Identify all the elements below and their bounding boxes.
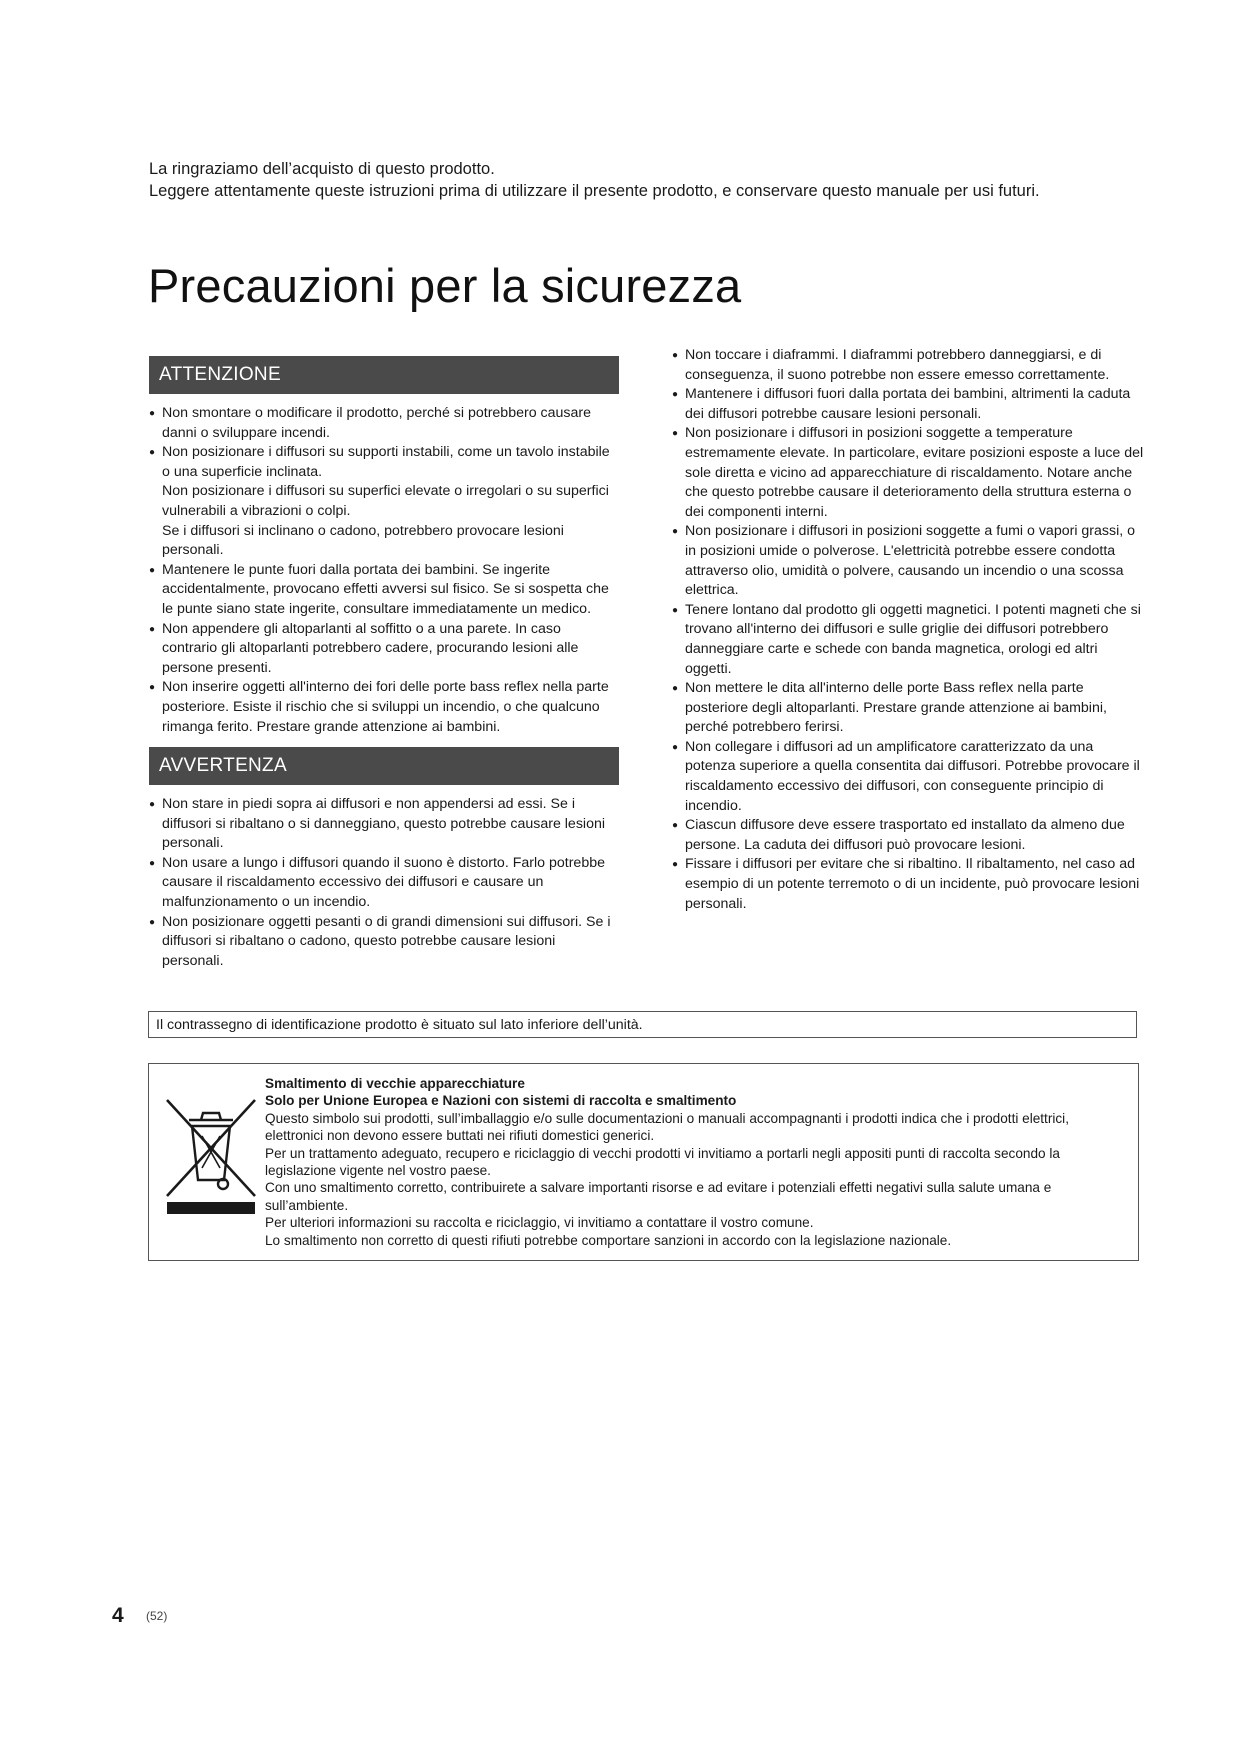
disposal-paragraph: Lo smaltimento non corretto di questi rifiuti potrebbe comportare sanzioni in accordo con la legislazione nazionale.	[265, 1232, 952, 1248]
page-number: 4	[112, 1604, 124, 1627]
disposal-paragraph: Questo simbolo sui prodotti, sull’imballaggio e/o sulle documentazioni o manuali accompagnanti i prodotti indica che i prodotti elettrici, elettronici non devono essere buttati nei rifiuti domestici generici.	[265, 1110, 1069, 1144]
disposal-box	[148, 1063, 1139, 1261]
precaution-text: ● Non mettere le dita all'interno delle porte Bass reflex nella parte posteriore degli altoparlanti. Prestare grande attenzione ai bambini, perché potrebbero ferirsi.	[685, 680, 1107, 736]
disposal-text	[265, 1075, 1125, 1249]
precaution-text: ● Tenere lontano dal prodotto gli oggetti magnetici. I potenti magneti che si trovano all'interno dei diffusori e sulle griglie dei diffusori potrebbero danneggiare carte e schede con banda magnetica, orologi ed altri oggetti.	[685, 601, 1141, 677]
intro-text	[149, 158, 1040, 202]
precaution-item	[672, 385, 1146, 424]
precaution-text: ● Non smontare o modificare il prodotto, perché si potrebbero causare danni o sviluppare incendi.	[162, 405, 592, 441]
precaution-text: ● Mantenere le punte fuori dalla portata dei bambini. Se ingerite accidentalmente, provocano effetti avversi sul fisico. Se si sospetta che le punte siano state ingerite, consultare immediatamente un medico.	[162, 561, 609, 617]
disposal-paragraph: Per ulteriori informazioni su raccolta e riciclaggio, vi invitiamo a contattare il vostro comune.	[265, 1215, 814, 1231]
precaution-item	[149, 678, 619, 737]
precaution-text: ● Non usare a lungo i diffusori quando il suono è distorto. Farlo potrebbe causare il riscaldamento eccessivo dei diffusori e causare un malfunzionamento o un incendio.	[162, 854, 605, 911]
page-number-total: (52)	[146, 1609, 168, 1623]
product-label-note: Il contrassegno di identificazione prodotto è situato sul lato inferiore dell’unità.	[148, 1011, 1137, 1038]
attenzione-list	[149, 404, 619, 737]
precaution-text: ● Non stare in piedi sopra ai diffusori e non appendersi ad essi. Se i diffusori si ribaltano o si danneggiano, questo potrebbe causare lesioni personali.	[162, 796, 605, 852]
precaution-text: ● Fissare i diffusori per evitare che si ribaltino. Il ribaltamento, nel caso ad esempio di un potente terremoto o di un incidente, può provocare lesioni personali.	[685, 856, 1140, 912]
precaution-text: ● Non appendere gli altoparlanti al soffitto o a una parete. In caso contrario gli altoparlanti potrebbero cadere, procurando lesioni alle persone presenti.	[162, 620, 579, 676]
precaution-text: ● Non toccare i diaframmi. I diaframmi potrebbero danneggiarsi, e di conseguenza, il suono potrebbe non essere emesso correttamente.	[685, 347, 1110, 383]
page-title: Precauzioni per la sicurezza	[148, 259, 742, 312]
precaution-item	[149, 443, 619, 561]
right-column	[672, 346, 1146, 914]
disposal-paragraph: Per un trattamento adeguato, recupero e riciclaggio di vecchi prodotti vi invitiamo a portarli negli appositi punti di raccolta secondo la legislazione vigente nel vostro paese.	[265, 1145, 1060, 1179]
intro-line-1: La ringraziamo dell’acquisto di questo prodotto.	[149, 160, 495, 178]
precaution-text: ● Non posizionare i diffusori in posizioni soggette a fumi o vapori grassi, o in posizioni umide o polverose. L'elettricità potrebbe essere condotta attraverso olio, umidità o polvere, causando un incendio o una scossa elettrica.	[685, 523, 1136, 599]
precaution-item	[149, 404, 619, 443]
precaution-text: ● Mantenere i diffusori fuori dalla portata dei bambini, altrimenti la caduta dei diffusori potrebbe causare lesioni personali.	[685, 386, 1131, 422]
intro-line-2: Leggere attentamente queste istruzioni prima di utilizzare il presente prodotto, e conservare questo manuale per usi futuri.	[149, 182, 1040, 200]
precaution-item	[672, 855, 1146, 914]
precaution-item	[672, 346, 1146, 385]
avvertenza-heading: AVVERTENZA	[149, 747, 619, 785]
precaution-item	[672, 738, 1146, 816]
precaution-item	[149, 561, 619, 620]
precaution-item	[672, 522, 1146, 600]
precaution-text: ● Non posizionare oggetti pesanti o di grandi dimensioni sui diffusori. Se i diffusori si ribaltano o cadono, questo potrebbe causare lesioni personali.	[162, 913, 611, 969]
precaution-text: Non posizionare i diffusori su superfici elevate o irregolari o su superfici vulnerabili a vibrazioni o colpi.	[162, 483, 609, 519]
disposal-paragraph: Con uno smaltimento corretto, contribuirete a salvare importanti risorse e ad evitare i potenziali effetti negativi sulla salute umana e sull’ambiente.	[265, 1180, 1052, 1213]
precaution-text: ● Non collegare i diffusori ad un amplificatore caratterizzato da una potenza superiore a quella consentita dai diffusori. Potrebbe provocare il riscaldamento eccessivo dei diffusori, con conseguente principio di incendio.	[685, 738, 1140, 814]
disposal-subheading: Solo per Unione Europea e Nazioni con sistemi di raccolta e smaltimento	[265, 1093, 737, 1109]
precaution-text: Se i diffusori si inclinano o cadono, potrebbero provocare lesioni personali.	[162, 522, 564, 559]
right-precautions-list	[672, 346, 1146, 914]
precaution-text: ● Non posizionare i diffusori su supporti instabili, come un tavolo instabile o una superficie inclinata.	[162, 444, 610, 480]
precaution-item	[149, 795, 619, 854]
precaution-text: ● Ciascun diffusore deve essere trasportato ed installato da almeno due persone. La caduta dei diffusori può provocare lesioni.	[685, 817, 1125, 853]
precaution-item	[672, 601, 1146, 679]
avvertenza-list	[149, 795, 619, 971]
precaution-item	[149, 854, 619, 913]
left-column	[149, 356, 619, 971]
precaution-item	[672, 424, 1146, 522]
precaution-text: ● Non posizionare i diffusori in posizioni soggette a temperature estremamente elevate. In particolare, evitare posizioni esposte a luce del sole diretta e vicino ad apparecchiature di riscaldamento. Notare anche che questo potrebbe causare il deterioramento della struttura esterna o dei componenti interni.	[685, 425, 1144, 520]
precaution-item	[149, 913, 619, 972]
precaution-item	[149, 620, 619, 679]
crossed-out-wheelie-bin-icon	[163, 1096, 259, 1214]
precaution-text: ● Non inserire oggetti all'interno dei fori delle porte bass reflex nella parte posteriore. Esiste il rischio che si sviluppi un incendio, o che qualcuno rimanga ferito. Prestare grande attenzione ai bambini.	[162, 679, 609, 735]
disposal-heading: Smaltimento di vecchie apparecchiature	[265, 1076, 525, 1091]
precaution-item	[672, 679, 1146, 738]
precaution-item	[672, 816, 1146, 855]
attenzione-heading: ATTENZIONE	[149, 356, 619, 394]
